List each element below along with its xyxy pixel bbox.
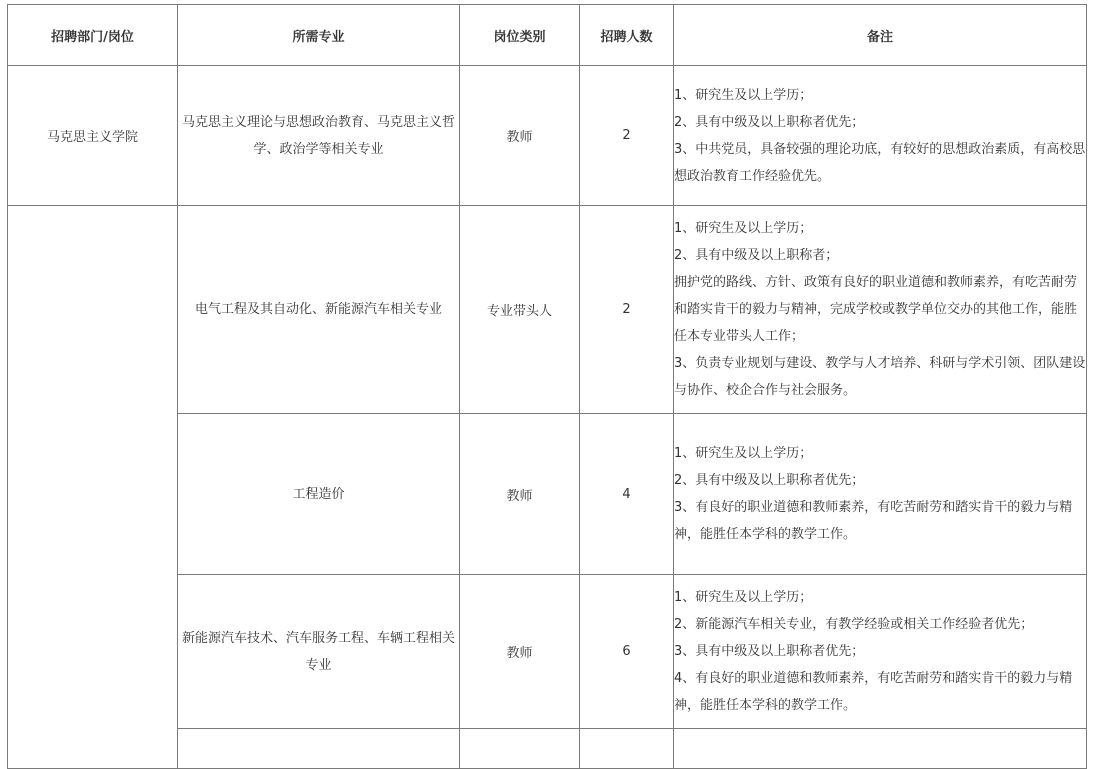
count-cell: 4 — [580, 414, 674, 575]
empty-cell — [460, 729, 580, 769]
dept-cell: 马克思主义学院 — [8, 66, 178, 206]
note-line: 1、研究生及以上学历； — [674, 446, 813, 461]
count-cell: 2 — [580, 66, 674, 206]
note-line: 1、研究生及以上学历； — [674, 590, 813, 605]
count-cell: 6 — [580, 575, 674, 729]
dept-cell — [8, 206, 178, 769]
notes-cell — [674, 414, 1087, 575]
table-row — [8, 206, 1087, 414]
major-cell: 电气工程及其自动化、新能源汽车相关专业 — [178, 206, 460, 414]
category-cell: 教师 — [460, 66, 580, 206]
note-line: 3、具有中级及以上职称者优先； — [674, 644, 865, 659]
notes-cell — [674, 575, 1087, 729]
note-line: 4、有良好的职业道德和教师素养，有吃苦耐劳和踏实肯干的毅力与精神，能胜任本学科的教学工作。 — [674, 671, 1073, 713]
major-cell: 马克思主义理论与思想政治教育、马克思主义哲学、政治学等相关专业 — [178, 66, 460, 206]
note-line: 2、具有中级及以上职称者优先； — [674, 473, 865, 488]
note-line: 3、中共党员，具备较强的理论功底，有较好的思想政治素质，有高校思想政治教育工作经验优先。 — [674, 141, 1086, 184]
count-cell: 2 — [580, 206, 674, 414]
category-cell: 专业带头人 — [460, 206, 580, 414]
major-cell: 新能源汽车技术、汽车服务工程、车辆工程相关专业 — [178, 575, 460, 729]
note-line: 2、新能源汽车相关专业，有教学经验或相关工作经验者优先； — [674, 617, 1034, 632]
category-cell: 教师 — [460, 414, 580, 575]
major-cell: 工程造价 — [178, 414, 460, 575]
header-category: 岗位类别 — [460, 5, 580, 66]
empty-cell — [178, 729, 460, 769]
category-cell: 教师 — [460, 575, 580, 729]
table-row — [8, 66, 1087, 206]
empty-cell — [580, 729, 674, 769]
note-line: 2、具有中级及以上职称者； — [674, 248, 839, 263]
note-line: 1、研究生及以上学历； — [674, 221, 813, 236]
note-line: 3、有良好的职业道德和教师素养，有吃苦耐劳和踏实肯干的毅力与精神，能胜任本学科的教学工作。 — [674, 500, 1073, 542]
header-row — [8, 5, 1087, 66]
note-line: 2、具有中级及以上职称者优先； — [674, 114, 865, 130]
recruitment-table — [7, 4, 1087, 769]
note-line: 3、负责专业规划与建设、教学与人才培养、科研与学术引领、团队建设与协作、校企合作与社会服务。 — [674, 356, 1086, 398]
notes-cell — [674, 206, 1087, 414]
header-major: 所需专业 — [178, 5, 460, 66]
note-line: 1、研究生及以上学历； — [674, 87, 813, 103]
note-line: 拥护党的路线、方针、政策有良好的职业道德和教师素养，有吃苦耐劳和踏实肯干的毅力与精神，完成学校或教学单位交办的其他工作，能胜任本专业带头人工作； — [674, 275, 1078, 344]
empty-cell — [674, 729, 1087, 769]
header-notes: 备注 — [674, 5, 1087, 66]
header-count: 招聘人数 — [580, 5, 674, 66]
header-dept: 招聘部门/岗位 — [8, 5, 178, 66]
notes-cell — [674, 66, 1087, 206]
